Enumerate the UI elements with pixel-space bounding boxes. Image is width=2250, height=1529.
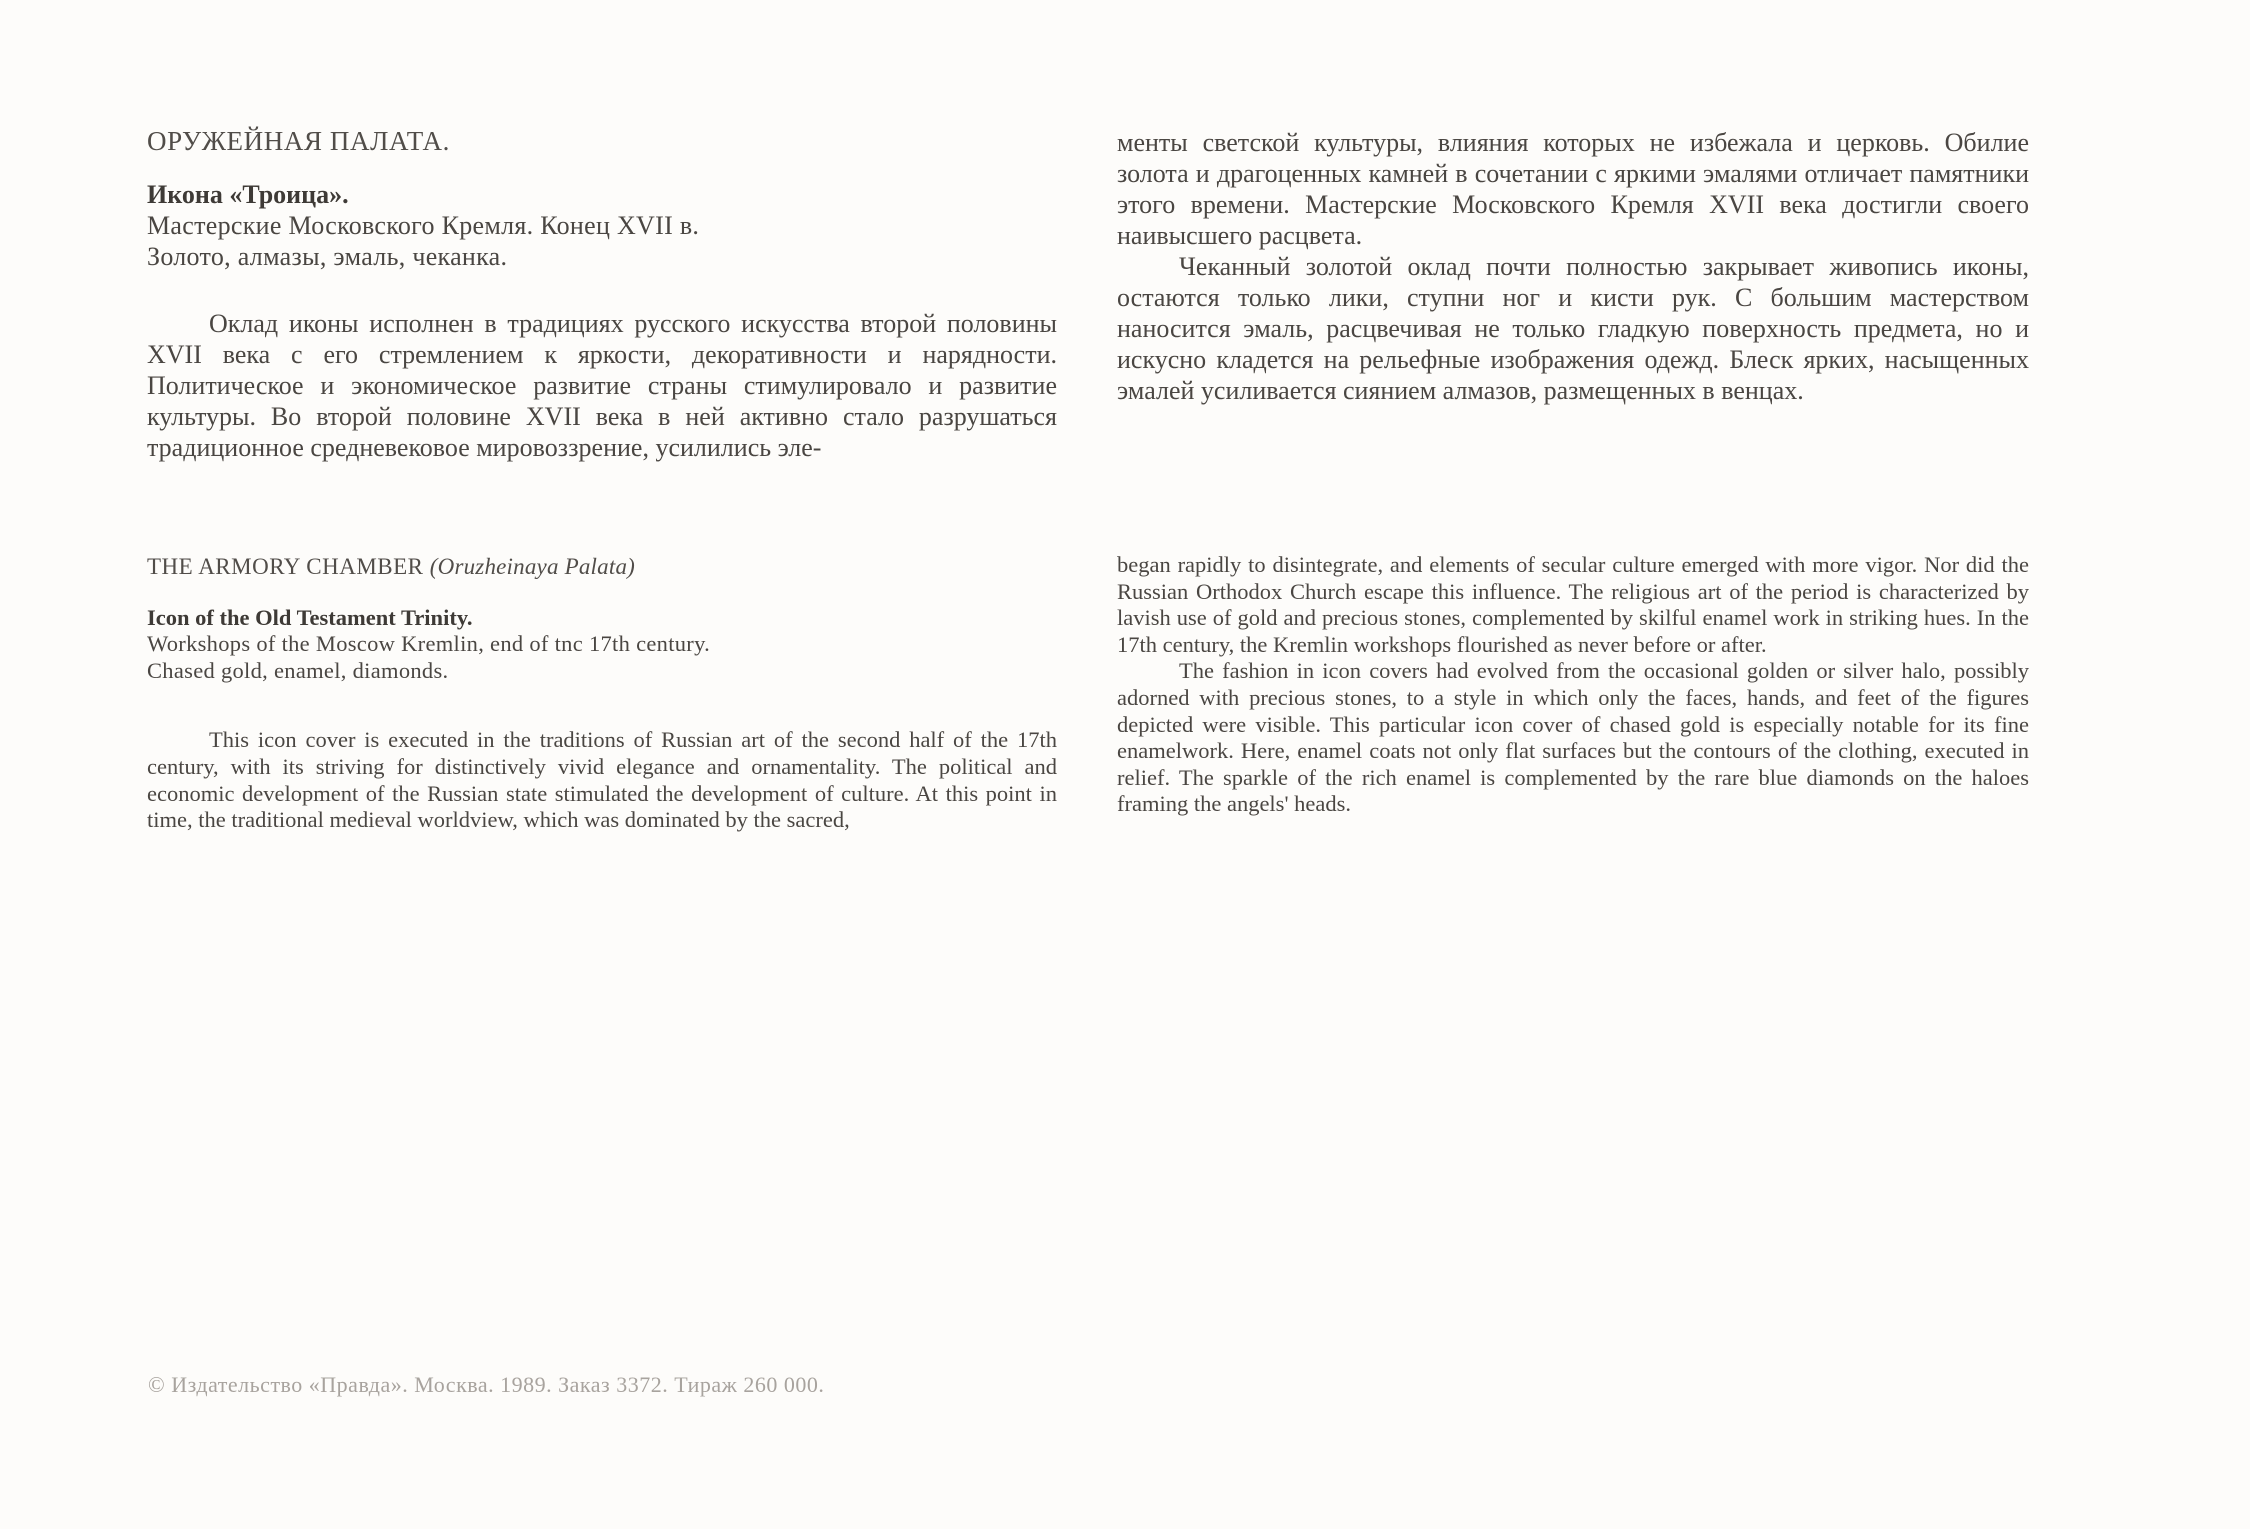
english-heading-main: THE ARMORY CHAMBER [147, 554, 424, 579]
english-right-column [1117, 552, 2029, 818]
english-body-left: This icon cover is executed in the traditions of Russian art of the second half of the 17th century, with its striving for distinctively vivid elegance and ornamentality. The political and economic development of the Russian state stimulated the development of culture. At this point in time, the traditional medieval worldview, which was dominated by the sacred, [147, 727, 1057, 833]
russian-body-right-1: менты светской культуры, влияния которых не избежала и церковь. Обилие золота и драгоценных камней в сочетании с яркими эмалями отличает памятники этого времени. Мастерские Московского Кремля XVII века достигли своего наивысшего расцвета. [1117, 128, 2029, 250]
russian-caption-title: Икона «Троица». [147, 180, 349, 209]
russian-caption-line-1: Мастерские Московского Кремля. Конец XVII в. [147, 211, 700, 240]
russian-heading: ОРУЖЕЙНАЯ ПАЛАТА. [147, 126, 450, 156]
publisher-imprint: © Издательство «Правда». Москва. 1989. Заказ 3372. Тираж 260 000. [148, 1372, 825, 1397]
english-heading [147, 554, 1057, 581]
english-caption-line-2: Chased gold, enamel, diamonds. [147, 657, 449, 683]
english-left-column [147, 554, 1057, 834]
russian-body-right-2: Чеканный золотой оклад почти полностью закрывает живопись иконы, остаются только лики, ступни ног и кисти рук. С большим мастерством наносится эмаль, расцвечивая не только гладкую поверхность предмета, но и искусно кладется на рельефные изображения одежд. Блеск ярких, насыщенных эмалей усиливается сиянием алмазов, размещенных в венцах. [1117, 252, 2029, 405]
russian-caption-line-2: Золото, алмазы, эмаль, чеканка. [147, 242, 508, 271]
english-caption-line-1: Workshops of the Moscow Kremlin, end of tnc 17th century. [147, 631, 711, 657]
russian-left-column [147, 126, 1057, 463]
english-caption-title: Icon of the Old Testament Trinity. [147, 604, 473, 630]
english-body-right-1: began rapidly to disintegrate, and elements of secular culture emerged with more vigor. Nor did the Russian Orthodox Church escape this influence. The religious art of the period is characterized by lavish use of gold and precious stones, complemented by skilful enamel work in striking hues. In the 17th century, the Kremlin workshops flourished as never before or after. [1117, 552, 2029, 657]
english-body-right-2: The fashion in icon covers had evolved from the occasional golden or silver halo, possibly adorned with precious stones, to a style in which only the faces, hands, and feet of the figures depicted were visible. This particular icon cover of chased gold is especially notable for its fine enamelwork. Here, enamel coats not only flat surfaces but the contours of the clothing, executed in relief. The sparkle of the rich enamel is complemented by the rare blue diamonds on the haloes framing the angels' heads. [1117, 658, 2029, 817]
russian-right-column [1117, 127, 2029, 406]
english-heading-alt: (Oruzheinaya Palata) [429, 554, 635, 579]
russian-body-left: Оклад иконы исполнен в традициях русского искусства второй половины XVII века с его стремлением к яркости, декоративности и нарядности. Политическое и экономическое развитие страны стимулировало и развитие культуры. Во второй половине XVII века в ней активно стало разрушаться традиционное средневековое мировоззрение, усилились эле- [147, 309, 1057, 462]
